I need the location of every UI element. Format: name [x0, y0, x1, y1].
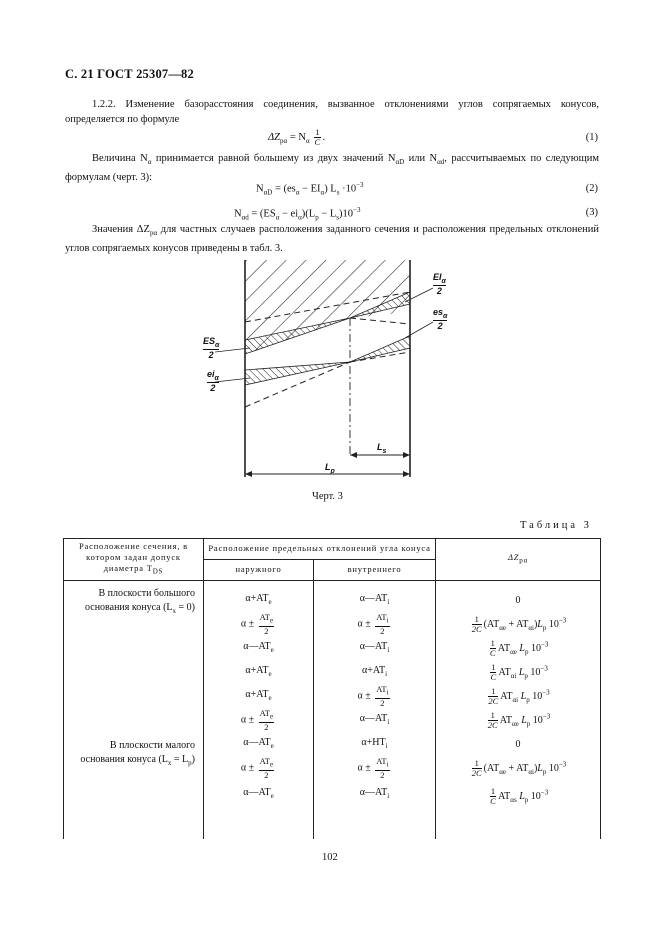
table-row: $\alpha+AT_e$ $\alpha+AT_i$ $\frac{1}{C}$ $AT_{\alpha i}$ $L_p$ $10^{-3}$: [64, 661, 601, 685]
label-Ls: $L_s$: [377, 442, 387, 455]
header-section: Расположение сечения, в котором задан допуск диаметра $T_{DS}$: [64, 539, 204, 581]
figure-caption: Черт. 3: [312, 491, 343, 502]
page-header: С. 21 ГОСТ 25307—82: [65, 67, 194, 81]
label-es: $es_\alpha$ 2: [433, 307, 448, 331]
table-row: В плоскости большого основания конуса $(L_x = 0)$ $\alpha+AT_e$ $\alpha—AT_i$ 0: [64, 580, 601, 613]
formula-1: $\Delta Z_{p\alpha} = N_\alpha$ $\frac{1}{C}$ .: [268, 127, 326, 147]
equation-number-1: (1): [585, 132, 598, 143]
table-row: $\alpha—AT_e$ $\alpha—AT_i$ $\frac{1}{C}$ $AT_{\alpha s}$ $L_p$ $10^{-3}$: [64, 781, 601, 839]
header-dz: $\Delta Z_{p\alpha}$: [436, 539, 601, 581]
table-row: $\alpha—AT_e$ $\alpha—AT_i$ $\frac{1}{C}$ $AT_{\alpha e}$ $L_p$ $10^{-3}$: [64, 637, 601, 661]
table-row: α ± $\frac{AT_e}{2}$ α ± $\frac{AT_i}{2}$ $\frac{1}{2C}$ $(AT_{\alpha e} + AT_{\alpha i})L_p$ $10^{-3}$: [64, 613, 601, 637]
table-row: В плоскости малого основания конуса $(L_x = L_p)$ $\alpha—AT_e$ $\alpha+HT_i$ 0: [64, 733, 601, 757]
header-outer: наружного: [204, 559, 314, 580]
label-ES: $ES_\alpha$ 2: [203, 336, 220, 360]
formula-3: $N_{\alpha d} = (ES_\alpha - ei_\alpha)(L_p - L_s)10^{-3}$: [234, 206, 361, 222]
section-large-base: В плоскости большого основания конуса $(L_x = 0)$: [64, 580, 204, 637]
header-angle-deviations: Расположение предельных отклонений угла конуса: [204, 539, 436, 560]
equation-number-3: (3): [585, 207, 598, 218]
paragraph-1: 1.2.2. Изменение базорасстояния соединения, вызванное отклонениями углов сопрягаемых конусов, определяется по формуле: [65, 99, 599, 125]
header-inner: внутреннего: [314, 559, 436, 580]
table-3: [63, 538, 601, 839]
paragraph-3: Значения $\Delta Z_{p\alpha}$ для частных случаев расположения заданного сечения и расположения предельных отклонений углов сопрягаемых конусов приведены в табл. 3.: [65, 224, 599, 255]
fraction: $\frac{1}{C}$: [314, 127, 321, 147]
label-Lp: $L_p$: [325, 462, 335, 475]
section-small-base: В плоскости малого основания конуса $(L_x = L_p)$: [64, 733, 204, 781]
equation-number-2: (2): [585, 183, 598, 194]
page-number: 102: [322, 852, 338, 863]
table-title: Таблица 3: [520, 520, 592, 531]
table-row: $\alpha+AT_e$ α ± $\frac{AT_i}{2}$ $\frac{1}{2C}$ $AT_{\alpha i}$ $L_p$ $10^{-3}$: [64, 685, 601, 709]
label-ei: $ei_\alpha$ 2: [207, 369, 219, 393]
cone-drawing: [195, 252, 455, 487]
formula-2: $N_{\alpha D} = (es_\alpha - EI_\alpha)$ $L_s \cdot 10^{-3}$: [256, 181, 364, 197]
table-row: α ± $\frac{AT_e}{2}$ $\alpha—AT_i$ $\frac{1}{2C}$ $AT_{\alpha e}$ $L_p$ $10^{-3}$: [64, 709, 601, 733]
table-row: α ± $\frac{AT_e}{2}$ α ± $\frac{AT_i}{2}$ $\frac{1}{2C}$ $(AT_{\alpha e} + AT_{\alpha i})L_p$ $10^{-3}$: [64, 757, 601, 781]
paragraph-2: Величина $N_\alpha$ принимается равной большему из двух значений $N_{\alpha D}$ или $N_{\alpha d}$, рассчитываемых по следующим формулам (черт. 3):: [65, 153, 599, 184]
label-EI: $EI_\alpha$ 2: [433, 272, 446, 296]
